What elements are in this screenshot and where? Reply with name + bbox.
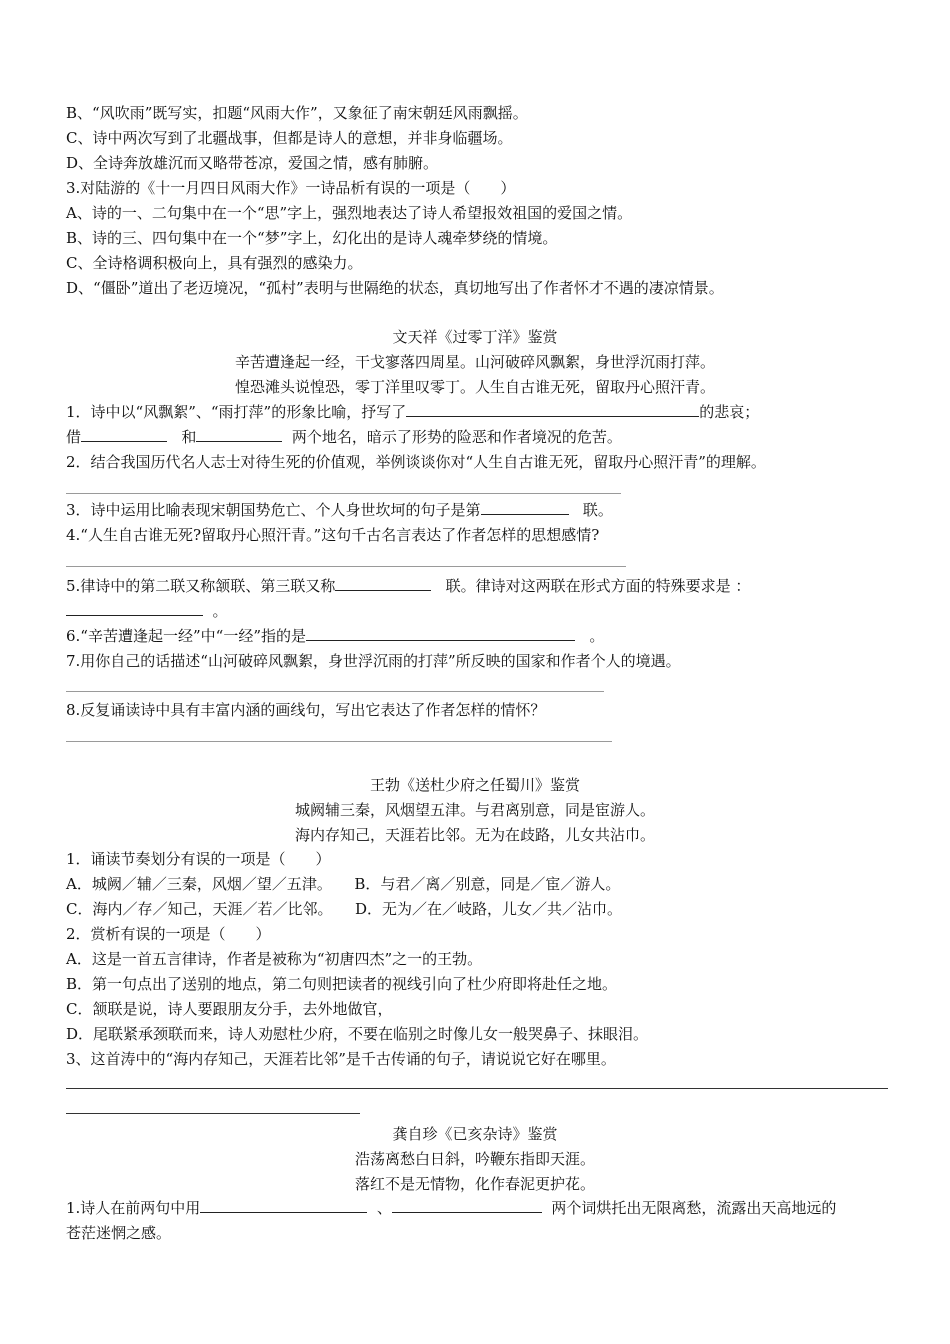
question-5-cont — [66, 599, 910, 623]
question-7: 7.用你自己的话描述“山河破碎风飘絮，身世浮沉雨的打萍”所反映的国家和作者个人的境遇。 — [66, 652, 681, 670]
question-1-options-ab: A．城阙／辅／三秦，风烟／望／五津。 B．与君／离／别意，同是／宦／游人。 — [66, 875, 621, 893]
question-3: 3、这首涛中的“海内存知己，天涯若比邻”是千古传诵的句子，请说说它好在哪里。 — [66, 1050, 616, 1068]
question-6 — [66, 624, 910, 648]
question-option-d: D、全诗奔放雄沉而又略带苍凉，爱国之情，感有肺腑。 — [66, 154, 439, 172]
question-text: 和 — [181, 428, 197, 446]
answer-line[interactable] — [66, 741, 612, 742]
answer-blank[interactable] — [335, 576, 431, 591]
question-text: 6.“辛苦遭逢起一经”中“一经”指的是 — [66, 627, 306, 645]
question-text: 。 — [589, 627, 605, 645]
question-3-option-b: B、诗的三、四句集中在一个“梦”字上，幻化出的是诗人魂牵梦绕的情境。 — [66, 229, 558, 247]
question-1-cont — [66, 425, 910, 449]
question-text: 联。律诗对这两联在形式方面的特殊要求是 ： — [445, 577, 751, 595]
question-2-option-a: A．这是一首五言律诗，作者是被称为“初唐四杰”之一的王勃。 — [66, 950, 483, 968]
answer-line[interactable] — [66, 566, 626, 567]
question-1 — [66, 1196, 910, 1220]
section-title: 文天祥《过零丁洋》鉴赏 — [392, 328, 558, 346]
answer-blank[interactable] — [406, 402, 699, 417]
question-5 — [66, 574, 910, 598]
poem-line: 惶恐滩头说惶恐，零丁洋里叹零丁。人生自古谁无死，留取丹心照汗青。 — [234, 378, 715, 396]
question-2-option-c: C．颔联是说，诗人要跟朋友分手，去外地做官， — [66, 1000, 393, 1018]
poem-line: 辛苦遭逢起一经，干戈寥落四周星。山河破碎风飘絮，身世浮沉雨打萍。 — [234, 353, 715, 371]
question-text: 联。 — [582, 501, 613, 519]
question-8: 8.反复诵读诗中具有丰富内涵的画线句，写出它表达了作者怎样的情怀？ — [66, 701, 546, 719]
poem-line: 浩荡离愁白日斜，吟鞭东指即天涯。 — [354, 1150, 595, 1168]
answer-blank[interactable] — [392, 1198, 542, 1213]
question-3-option-d: D、“僵卧”道出了老迈境况，“孤村”表明与世隔绝的状态，真切地写出了作者怀才不遇的凄凉情景。 — [66, 279, 724, 297]
question-text: 。 — [212, 602, 228, 620]
question-3-option-a: A、诗的一、二句集中在一个“思”字上，强烈地表达了诗人希望报效祖国的爱国之情。 — [66, 204, 633, 222]
answer-blank[interactable] — [81, 427, 167, 442]
answer-line[interactable] — [66, 493, 621, 494]
question-2-option-d: D．尾联紧承颈联而来，诗人劝慰杜少府，不要在临别之时像儿女一般哭鼻子、抹眼泪。 — [66, 1025, 649, 1043]
question-3-option-c: C、全诗格调积极向上，具有强烈的感染力。 — [66, 254, 363, 272]
poem-line: 海内存知己，天涯若比邻。无为在歧路，儿女共沾巾。 — [294, 826, 655, 844]
question-text: 、 — [376, 1199, 392, 1217]
poem-line: 落红不是无情物，化作春泥更护花。 — [354, 1175, 595, 1193]
question-2: 2．结合我国历代名人志士对待生死的价值观，举例谈谈你对“人生自古谁无死，留取丹心照汗青”的理解。 — [66, 453, 766, 471]
question-2: 2．赏析有误的一项是（ ） — [66, 925, 271, 943]
answer-line[interactable] — [66, 1113, 360, 1114]
question-text: 的悲哀； — [699, 403, 760, 421]
question-1-options-cd: C．海内／存／知己，天涯／若／比邻。 D．无为／在／岐路，儿女／共／沾巾。 — [66, 900, 623, 918]
question-1-cont: 苍茫迷惘之感。 — [66, 1224, 172, 1242]
answer-blank[interactable] — [66, 601, 203, 616]
question-3 — [66, 498, 910, 522]
question-text: 1．诗中以“风飘絮”、“雨打萍”的形象比喻，抒写了 — [66, 403, 407, 421]
answer-line[interactable] — [66, 1088, 888, 1089]
answer-line[interactable] — [66, 691, 604, 692]
question-text: 3．诗中运用比喻表现宋朝国势危亡、个人身世坎坷的句子是第 — [66, 501, 481, 519]
section-title: 王勃《送杜少府之任蜀川》鉴赏 — [369, 776, 580, 794]
question-1 — [66, 400, 910, 424]
question-3: 3.对陆游的《十一月四日风雨大作》一诗品析有误的一项是（ ） — [66, 179, 516, 197]
section-title: 龚自珍《已亥杂诗》鉴赏 — [392, 1125, 558, 1143]
question-text: 两个词烘托出无限离愁，流露出天高地远的 — [551, 1199, 837, 1217]
question-2-option-b: B．第一句点出了送别的地点，第二句则把读者的视线引向了杜少府即将赴任之地。 — [66, 975, 618, 993]
question-4: 4.“人生自古谁无死?留取丹心照汗青。”这句千古名言表达了作者怎样的思想感情? — [66, 526, 600, 544]
question-text: 借 — [66, 428, 82, 446]
question-option-c: C、诗中两次写到了北疆战事，但都是诗人的意想，并非身临疆场。 — [66, 129, 513, 147]
question-text: 两个地名，暗示了形势的险恶和作者境况的危苦。 — [291, 428, 622, 446]
question-1: 1．诵读节奏划分有误的一项是（ ） — [66, 850, 331, 868]
answer-blank[interactable] — [200, 1198, 367, 1213]
answer-blank[interactable] — [196, 427, 282, 442]
answer-blank[interactable] — [306, 626, 575, 641]
question-text: 5.律诗中的第二联又称颔联、第三联又称 — [66, 577, 336, 595]
question-option-b: B、“风吹雨”既写实，扣题“风雨大作”，又象征了南宋朝廷风雨飘摇。 — [66, 104, 528, 122]
question-text: 1.诗人在前两句中用 — [66, 1199, 201, 1217]
poem-line: 城阙辅三秦，风烟望五津。与君离别意，同是宦游人。 — [294, 801, 655, 819]
answer-blank[interactable] — [481, 500, 569, 515]
